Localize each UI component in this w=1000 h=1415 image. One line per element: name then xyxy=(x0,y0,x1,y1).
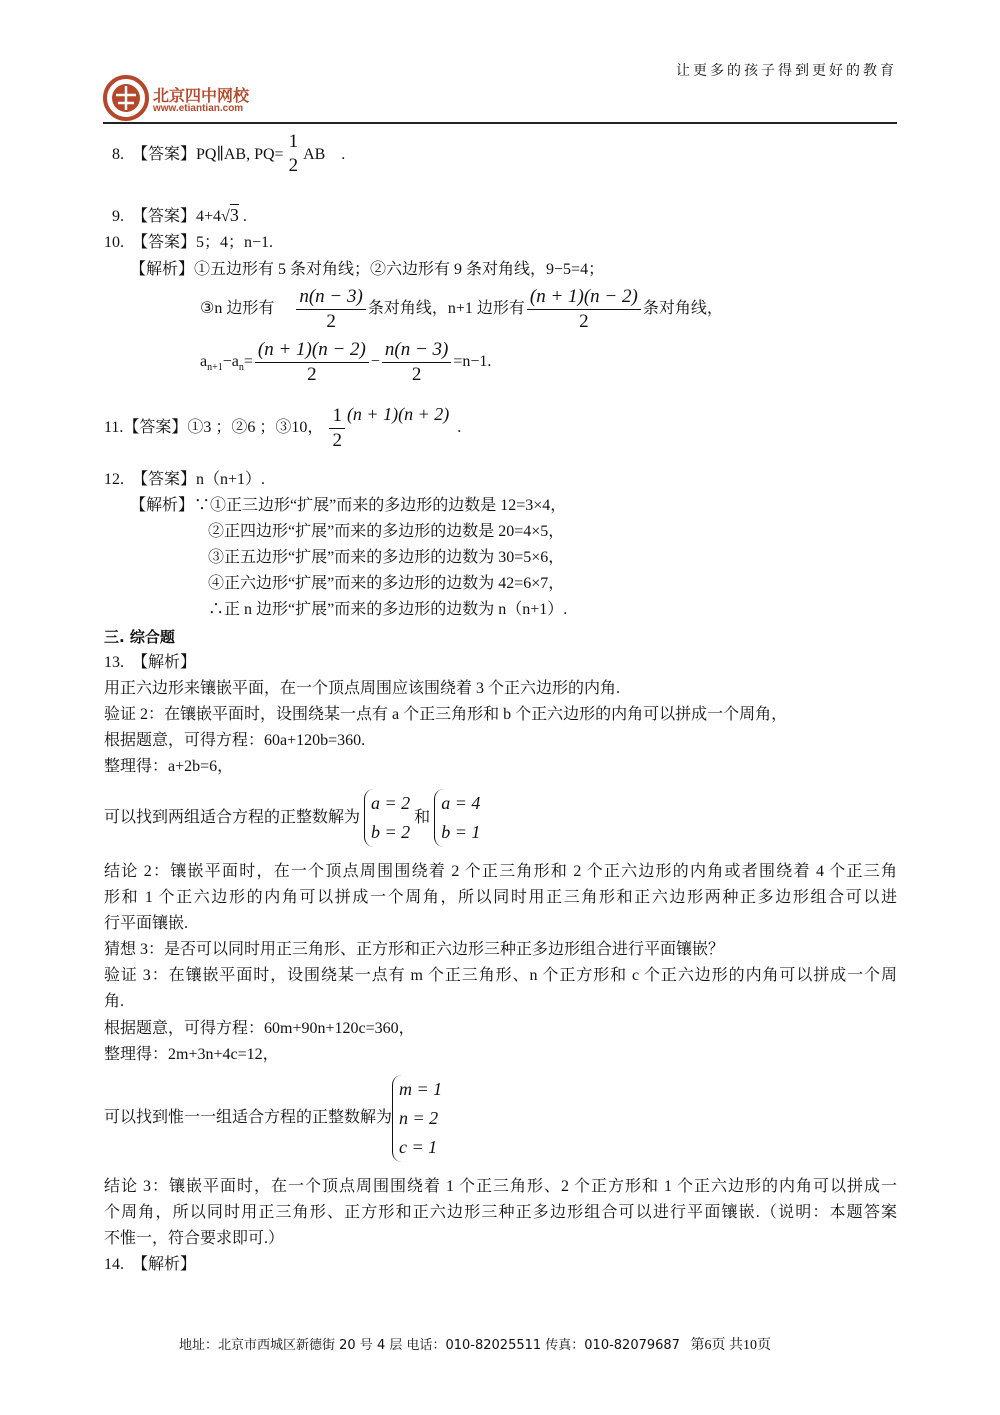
analysis-10-line2 xyxy=(200,284,723,334)
item-number: 10. xyxy=(104,234,124,251)
answer-9: 9. 【答案】4+4√3 . xyxy=(112,205,247,225)
frac-den: 2 xyxy=(332,429,342,451)
frac-num: 1 xyxy=(329,404,345,429)
equation-system xyxy=(434,789,480,847)
analysis-text: −a xyxy=(222,353,239,370)
analysis-12 xyxy=(130,496,566,516)
analysis-13-heading xyxy=(104,653,196,673)
frac-den: 2 xyxy=(411,363,422,385)
answer-text-end: AB . xyxy=(303,146,346,163)
item-number: 12. xyxy=(104,471,124,488)
analysis-14-heading xyxy=(104,1255,196,1275)
logo xyxy=(103,75,273,121)
equation-system xyxy=(364,789,410,847)
answer-text-end: . xyxy=(457,419,462,436)
paragraph: 不惟一，符合要求即可.） xyxy=(104,1230,285,1247)
answer-12 xyxy=(104,470,265,490)
analysis-text: ③正五边形“扩展”而来的多边形的边数为 30=5×6， xyxy=(208,549,565,566)
equation: b = 2 xyxy=(371,822,411,843)
equation: m = 1 xyxy=(399,1078,443,1099)
answer-8 xyxy=(112,130,345,178)
analysis-text: a xyxy=(200,353,208,370)
analysis-text: ④正六边形“扩展”而来的多边形的边数为 42=6×7， xyxy=(208,575,565,592)
subscript: n xyxy=(238,362,244,374)
answer-tag: 【答案】 xyxy=(132,234,197,251)
frac-num: n(n − 3) xyxy=(296,285,365,310)
paragraph: 验证 2：在镶嵌平面时，设围绕某一点有 a 个正三角形和 b 个正六边形的内角可以拼成一个周角， xyxy=(104,706,788,723)
analysis-text: 条对角线， xyxy=(642,300,723,317)
frac-num: 1 xyxy=(288,131,299,152)
paragraph: 用正六边形来镶嵌平面，在一个顶点周围应该围绕着 3 个正六边形的内角. xyxy=(104,680,621,697)
equation: a = 2 xyxy=(371,793,411,814)
equation: c = 1 xyxy=(399,1136,438,1157)
analysis-10-line3 xyxy=(200,337,491,393)
frac-num: n(n − 3) xyxy=(382,338,451,363)
logo-emblem-icon xyxy=(103,75,149,121)
answer-tag: 【答案】 xyxy=(132,208,197,225)
answer-text: PQ∥AB, PQ= xyxy=(196,146,284,163)
analysis-text: =n−1. xyxy=(453,353,492,370)
analysis-10-line1 xyxy=(130,260,604,280)
analysis-text: ∵①正三边形“扩展”而来的多边形的边数是 12=3×4， xyxy=(194,497,567,514)
answer-text-end: . xyxy=(238,208,247,225)
section-heading: 三. 综合题 xyxy=(104,628,175,646)
item-number: 14. xyxy=(104,1256,124,1273)
equation-system xyxy=(392,1075,442,1162)
frac-den: 2 xyxy=(579,310,589,332)
analysis-text: = xyxy=(243,353,253,370)
solution-pair-line xyxy=(104,788,480,848)
paragraph: 整理得：2m+3n+4c=12， xyxy=(104,1046,279,1063)
paragraph: 根据题意，可得方程：60a+120b=360. xyxy=(104,732,366,749)
analysis-tag: 【解析】 xyxy=(132,654,197,671)
paragraph: 可以找到惟一一组适合方程的正整数解为 xyxy=(104,1109,393,1126)
analysis-tag: 【解析】 xyxy=(132,1256,197,1273)
answer-tag: 【答案】 xyxy=(132,146,197,163)
analysis-tag: 【解析】 xyxy=(130,261,195,278)
paragraph: 角. xyxy=(104,993,125,1010)
equation: b = 1 xyxy=(441,822,481,843)
answer-text: 5；4；n−1. xyxy=(196,234,274,251)
footer-contact: 地址：北京市西城区新德街 20 号 4 层 电话：010-82025511 传真：010-82079687 xyxy=(179,1338,680,1353)
answer-text: ①3 ；②6 ；③10， xyxy=(187,419,324,436)
header-rule xyxy=(103,122,897,124)
analysis-text: ③n 边形有 xyxy=(200,300,275,317)
sqrt-radicand: 3 xyxy=(229,205,239,225)
paragraph: 整理得：a+2b=6， xyxy=(104,758,234,775)
footer xyxy=(179,1336,771,1356)
answer-10 xyxy=(104,233,273,253)
paragraph: 形和 1 个正六边形的内角可以拼成一个周角，所以同时用正三角形和正六边形两种正多边形组合可以进 xyxy=(104,889,897,906)
answer-tag: 【答案】 xyxy=(123,419,188,436)
answer-text: 4+4 xyxy=(196,208,222,225)
equation: a = 4 xyxy=(441,793,481,814)
analysis-text: 条对角线，n+1 边形有 xyxy=(367,300,525,317)
item-number: 8. xyxy=(112,146,124,163)
frac-num: (n + 1)(n − 2) xyxy=(255,338,369,363)
paragraph: 验证 3：在镶嵌平面时，设围绕某一点有 m 个正三角形、n 个正方形和 c 个正六边形的内角可以拼成一个周 xyxy=(104,967,897,984)
header-slogan: 让更多的孩子得到更好的教育 xyxy=(676,63,897,79)
analysis-tag: 【解析】 xyxy=(130,497,195,514)
paragraph: 行平面镶嵌. xyxy=(104,915,189,932)
analysis-text: ①五边形有 5 条对角线；②六边形有 9 条对角线，9−5=4； xyxy=(194,261,605,278)
page-number: 第6页 共10页 xyxy=(690,1338,771,1353)
item-number: 9. xyxy=(112,208,124,225)
frac-den: 2 xyxy=(307,363,317,385)
subscript: n+1 xyxy=(207,362,223,374)
item-number: 11. xyxy=(104,419,124,436)
paragraph: 根据题意，可得方程：60m+90n+120c=360， xyxy=(104,1020,415,1037)
item-number: 13. xyxy=(104,654,124,671)
paragraph: 可以找到两组适合方程的正整数解为 xyxy=(104,809,361,826)
analysis-text: ②正四边形“扩展”而来的多边形的边数是 20=4×5， xyxy=(208,523,565,540)
paragraph: 结论 2：镶嵌平面时，在一个顶点周围围绕着 2 个正三角形和 2 个正六边形的内角或者围绕着 4 个正三角 xyxy=(104,863,897,880)
analysis-text: ∴正 n 边形“扩展”而来的多边形的边数为 n（n+1）. xyxy=(208,601,568,618)
paragraph: 猜想 3：是否可以同时用正三角形、正方形和正六边形三种正多边形组合进行平面镶嵌？ xyxy=(104,941,725,958)
frac-den: 2 xyxy=(326,310,336,332)
unique-solution-line xyxy=(104,1073,442,1163)
equation: n = 2 xyxy=(399,1107,439,1128)
frac-num: (n + 1)(n − 2) xyxy=(527,285,641,310)
answer-tag: 【答案】 xyxy=(132,471,197,488)
minus: − xyxy=(370,353,380,370)
paragraph: 个周角，所以同时用正三角形、正方形和正六边形三种正多边形组合可以进行平面镶嵌.（说明：本题答案 xyxy=(104,1204,897,1221)
math-expr: (n + 1)(n + 2) xyxy=(346,404,450,424)
logo-url: www.etiantian.com xyxy=(153,103,244,114)
frac-den: 2 xyxy=(288,155,299,176)
logo-name: 北京四中网校 xyxy=(153,86,250,105)
answer-text: n（n+1）. xyxy=(196,471,266,488)
conjunction: 和 xyxy=(414,809,431,826)
answer-11 xyxy=(104,390,461,453)
paragraph: 结论 3：镶嵌平面时，在一个顶点周围围绕着 1 个正三角形、2 个正方形和 1 个正六边形的内角可以拼成一 xyxy=(104,1178,897,1195)
